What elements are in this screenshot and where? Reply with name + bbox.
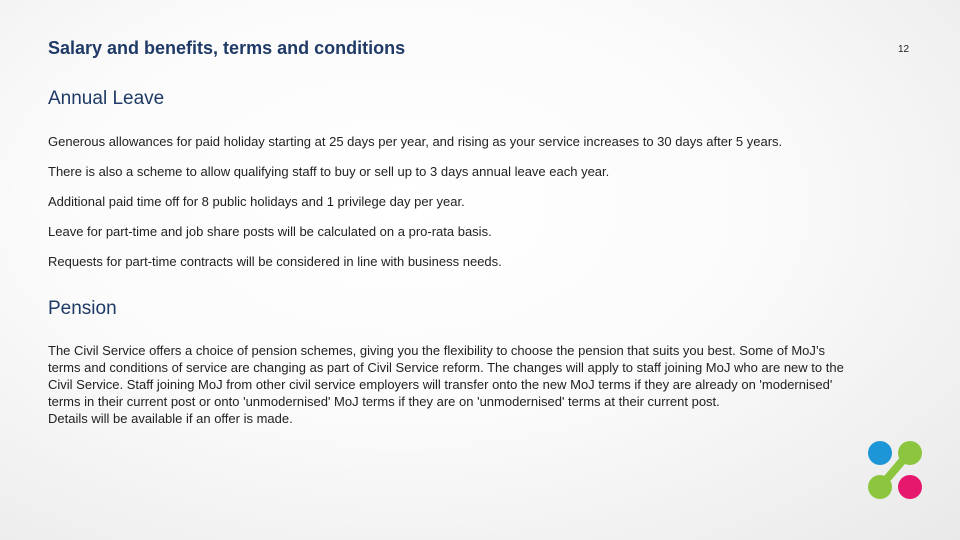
pension-paragraph [48,342,918,427]
logo-dot-green-top [898,441,922,465]
pension-heading: Pension [48,298,117,319]
annual-leave-paragraph: Additional paid time off for 8 public holidays and 1 privilege day per year. [48,194,465,209]
annual-leave-paragraph: Generous allowances for paid holiday starting at 25 days per year, and rising as your service increases to 30 days after 5 years. [48,134,783,149]
pension-line: The Civil Service offers a choice of pension schemes, giving you the flexibility to choose the pension that suits you best. Some of MoJ’s [48,343,826,358]
pension-line: terms in their current post or onto 'unmodernised' MoJ terms if they are on 'unmodernised' terms at their current post. [48,394,720,409]
logo-dot-pink [898,475,922,499]
connected-dots-logo-icon [862,436,928,504]
annual-leave-paragraph: Requests for part-time contracts will be considered in line with business needs. [48,254,502,269]
pension-line: Civil Service. Staff joining MoJ from other civil service employers will transfer onto the new MoJ terms if they are already on 'modernised' [48,377,833,392]
page-number: 12 [898,44,910,55]
annual-leave-heading: Annual Leave [48,88,165,109]
pension-line: terms and conditions of service are changing as part of Civil Service reform. The changes will apply to staff joining MoJ who are new to the [48,360,844,375]
logo-dot-green-bottom [868,475,892,499]
annual-leave-paragraph: There is also a scheme to allow qualifying staff to buy or sell up to 3 days annual leave each year. [48,164,610,179]
annual-leave-paragraph: Leave for part-time and job share posts will be calculated on a pro-rata basis. [48,224,492,239]
slide-title: Salary and benefits, terms and conditions [48,38,406,58]
logo-dot-blue [868,441,892,465]
pension-line: Details will be available if an offer is made. [48,411,293,426]
